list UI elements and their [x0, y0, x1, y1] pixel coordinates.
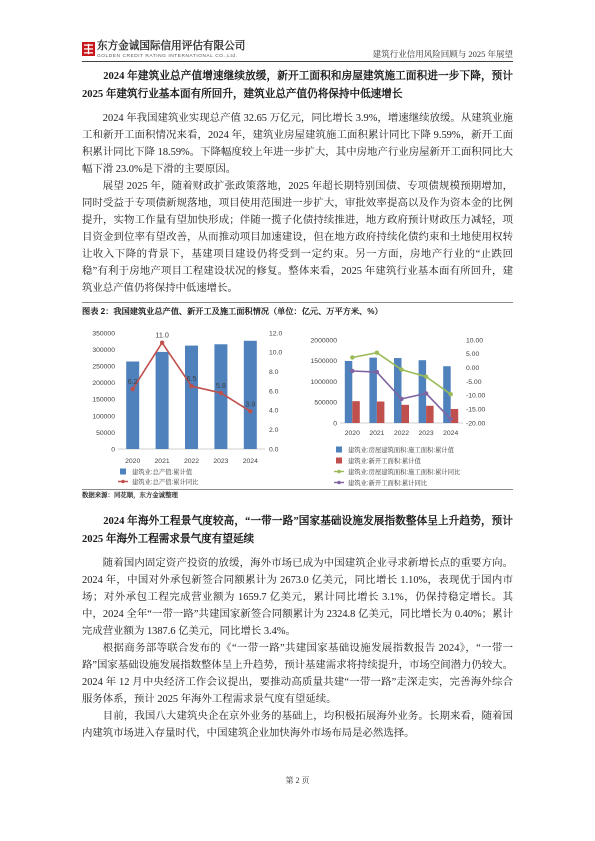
y-left-tick-label: 100000 — [92, 413, 115, 421]
point-2024-series-1 — [248, 409, 252, 413]
figure-source: 数据来源：同花顺，东方金诚整理 — [82, 492, 178, 499]
x-tick-label-2022: 2022 — [183, 458, 200, 465]
y-right-tick-label: 0.0 — [269, 446, 279, 454]
point-2022-series-1 — [189, 384, 193, 388]
company-logo-icon — [82, 42, 95, 56]
company-name-en: GOLDEN CREDIT RATING INTERNATIONAL CO.,Ltd. — [97, 54, 238, 59]
y-right-tick-label: 10.00 — [466, 337, 484, 345]
legend-label-1: 建筑业:新开工面积:累计值 — [348, 458, 421, 465]
point-2021-series-3 — [375, 370, 379, 374]
section2-paragraph-1: 随着国内固定资产投资的放缓，海外市场已成为中国建筑企业寻求新增长点的重要方向。2024 年，中国对外承包新签合同额累计为 2673.0 亿美元，同比增长 1.10%，表现优于国内市场；对外承包工程完成营业额为 1659.7 亿美元，累计同比增长 3.1%，仍保持稳定增长。其中，2024 全年“一带一路”共建国家新签合同额累计为 2324.8 亿美元，同比增长为 0.40%；累计完成营业额为 1387.6 亿美元，同比增长 3.4%。 — [82, 557, 513, 637]
point-2021-series-2 — [375, 351, 379, 355]
point-2022-series-2 — [399, 367, 403, 371]
legend-swatch-0 — [120, 469, 126, 475]
y-right-tick-label: 4.0 — [269, 407, 279, 415]
section1-paragraph-1: 2024 年我国建筑业实现总产值 32.65 万亿元，同比增长 3.9%，增速继续放缓。从建筑业施工和新开工面积情况来看，2024 年，建筑业房屋建筑施工面积累计同比下降 9.59%，新开工面积累计同比下降 18.59%。下降幅度较上年进一步扩大，其中房地产行业房屋新开工面积同比大幅下滑 23.0%是下滑的主要原因。 — [82, 112, 513, 175]
data-label-2024: 3.9 — [245, 399, 256, 409]
y-left-tick-label: 0 — [333, 420, 337, 428]
legend-label-0: 建筑业:总产值:累计值 — [132, 469, 193, 476]
section2-heading: 2024 年海外工程景气度较高，“一带一路”国家基础设施发展指数整体呈上升趋势，预计 2025 年海外工程需求景气度有望延续 — [82, 516, 513, 545]
bar-2022-series-0 — [185, 346, 198, 449]
x-tick-label-2020: 2020 — [125, 458, 141, 465]
y-left-tick-label: 200000 — [92, 380, 115, 388]
y-left-tick-label: 1500000 — [310, 358, 337, 366]
point-2022-series-3 — [399, 397, 403, 401]
floor-area-chart — [300, 322, 513, 488]
y-right-tick-label: -15.00 — [466, 406, 486, 414]
y-left-tick-label: 150000 — [92, 396, 115, 404]
y-right-tick-label: 5.00 — [466, 351, 480, 359]
point-2023-series-1 — [219, 391, 223, 395]
y-left-tick-label: 250000 — [92, 363, 115, 371]
x-tick-label-2023: 2023 — [418, 430, 434, 437]
legend-swatch-1 — [336, 458, 342, 464]
point-2020-series-3 — [350, 369, 354, 373]
x-tick-label-2021: 2021 — [369, 430, 385, 437]
point-2023-series-2 — [424, 375, 428, 379]
legend-marker-2 — [337, 470, 341, 474]
output-value-chart — [82, 322, 292, 488]
point-2020-series-1 — [131, 387, 135, 391]
x-tick-label-2024: 2024 — [242, 458, 258, 465]
legend-marker-1 — [121, 480, 125, 484]
y-right-tick-label: 10.0 — [269, 349, 283, 357]
bar-2023-series-1 — [426, 406, 434, 423]
y-right-tick-label: 6.0 — [269, 388, 279, 396]
y-right-tick-label: 0.00 — [466, 365, 480, 373]
x-tick-label-2021: 2021 — [154, 458, 170, 465]
data-label-2021: 11.0 — [155, 330, 169, 340]
legend-swatch-0 — [336, 447, 342, 453]
report-title: 建筑行业信用风险回顾与 2025 年展望 — [372, 49, 513, 59]
figure-top-divider — [82, 302, 513, 303]
section2-body — [82, 555, 513, 743]
point-2020-series-2 — [350, 355, 354, 359]
y-left-tick-label: 2000000 — [310, 337, 337, 345]
section1-body — [82, 110, 513, 298]
bar-2021-series-0 — [369, 358, 377, 423]
figure-bottom-divider — [82, 489, 513, 490]
point-2024-series-3 — [449, 417, 453, 421]
y-left-tick-label: 1000000 — [310, 378, 337, 386]
y-left-tick-label: 0 — [111, 446, 115, 454]
x-tick-label-2020: 2020 — [344, 430, 360, 437]
legend-marker-3 — [337, 481, 341, 485]
data-label-2020: 6.2 — [127, 377, 138, 387]
figure-caption: 图表 2：我国建筑业总产值、新开工及施工面积情况（单位：亿元、万平方米、%） — [82, 307, 383, 316]
legend-label-2: 建筑业:房屋建筑面积:施工面积:累计同比 — [348, 469, 461, 476]
y-right-tick-label: 8.0 — [269, 369, 279, 377]
point-2021-series-1 — [160, 340, 164, 344]
point-2023-series-3 — [424, 391, 428, 395]
bar-2020-series-1 — [352, 401, 360, 423]
legend-label-0: 建筑业:房屋建筑面积:施工面积:累计值 — [348, 447, 454, 454]
x-tick-label-2022: 2022 — [393, 430, 410, 437]
company-name-cn: 东方金诚国际信用评估有限公司 — [97, 40, 246, 52]
x-tick-label-2023: 2023 — [213, 458, 229, 465]
point-2024-series-2 — [449, 392, 453, 396]
bar-2021-series-1 — [377, 402, 385, 424]
x-tick-label-2024: 2024 — [443, 430, 459, 437]
data-label-2022: 6.5 — [186, 374, 197, 384]
section1-paragraph-2: 展望 2025 年，随着财政扩张政策落地，2025 年超长期特别国债、专项债规模预期增加，同时受益于专项债新规落地，项目使用范围进一步扩大，审批效率提高以及作为资本金的比例提升，实物工作量有望加快形成；伴随一揽子化债持续推进，地方政府预计财政压力减轻，项目资金到位率有望改善，从而推动项目加速建设，但在地方政府持续化债约束和土地使用权转让收入下降的背景下，基建项目建设仍将受到一定约束。另一方面，房地产行业的“止跌回稳”有利于房地产项目工程建设状况的修复。整体来看，2025 年建筑行业基本面有所回升，建筑业总产值仍将保持中低速增长。 — [82, 180, 513, 295]
section1-heading: 2024 年建筑业总产值增速继续放缓，新开工面积和房屋建筑施工面积进一步下降，预计 2025 年建筑行业基本面有所回升，建筑业总产值仍将保持中低速增长 — [82, 71, 513, 100]
section2-paragraph-3: 目前，我国八大建筑央企在京外业务的基础上，均积极拓展海外业务。长期来看，随着国内建筑市场进入存量时代，中国建筑企业加快海外市场布局是必然选择。 — [82, 711, 513, 740]
bar-2024-series-0 — [244, 341, 257, 449]
y-right-tick-label: 2.0 — [269, 427, 279, 435]
y-left-tick-label: 500000 — [314, 399, 337, 407]
bar-2020-series-0 — [126, 362, 139, 450]
legend-label-3: 建筑业:新开工面积:累计同比 — [348, 480, 428, 487]
y-right-tick-label: -10.00 — [466, 392, 486, 400]
section2-paragraph-2: 根据商务部等联合发布的《“一带一路”共建国家基础设施发展指数报告 2024》，“一带一路”国家基础设施发展指数整体呈上升趋势，预计基建需求将持续提升，市场空间潜力仍较大。2024 年 12 月中央经济工作会议提出，要推动高质量共建“一带一路”走深走实，完善海外综合服务体系，预计 2025 年海外工程需求景气度有望延续。 — [82, 642, 513, 706]
y-right-tick-label: -20.00 — [466, 420, 486, 428]
legend-label-1: 建筑业:总产值:累计同比 — [132, 479, 199, 486]
page-number: 第 2 页 — [285, 776, 310, 785]
y-left-tick-label: 300000 — [92, 346, 115, 354]
y-left-tick-label: 350000 — [92, 330, 115, 338]
y-left-tick-label: 50000 — [96, 429, 115, 437]
y-right-tick-label: 12.0 — [269, 330, 283, 338]
data-label-2023: 5.8 — [215, 380, 226, 390]
bar-2021-series-0 — [156, 352, 169, 449]
bar-2022-series-1 — [402, 405, 410, 423]
header-divider — [82, 61, 513, 62]
y-right-tick-label: -5.00 — [466, 378, 482, 386]
